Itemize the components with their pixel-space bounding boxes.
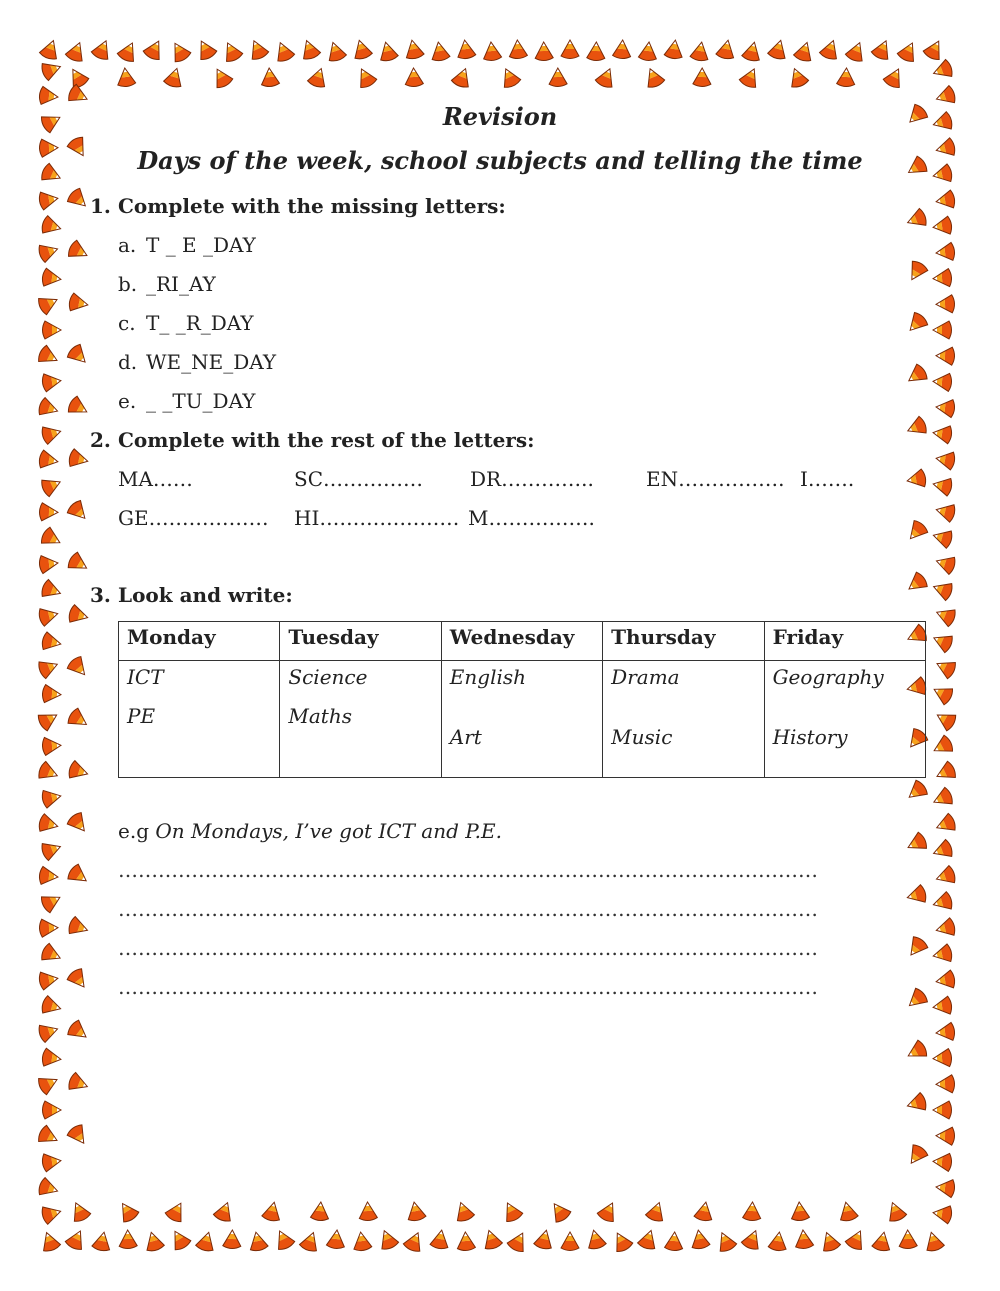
candy-corn-icon	[43, 321, 62, 339]
candy-corn-icon	[767, 38, 789, 61]
subject-cell: Art	[449, 725, 482, 749]
candy-corn-icon	[786, 65, 809, 89]
candy-corn-icon	[904, 208, 928, 231]
candy-corn-icon	[66, 967, 92, 993]
candy-corn-icon	[768, 1231, 788, 1252]
candy-corn-icon	[934, 501, 956, 523]
candy-corn-icon	[39, 554, 59, 574]
word-prompt-ma: MA……	[118, 467, 193, 491]
candy-corn-icon	[451, 65, 474, 89]
candy-corn-icon	[352, 1231, 372, 1252]
q1-item-c	[118, 311, 254, 335]
candy-corn-icon	[299, 1230, 322, 1254]
candy-corn-icon	[223, 1230, 242, 1249]
candy-corn-icon	[837, 68, 856, 87]
candy-corn-icon	[933, 604, 957, 628]
candy-corn-icon	[934, 552, 957, 575]
candy-corn-icon	[220, 39, 244, 64]
candy-corn-icon	[931, 59, 955, 82]
candy-corn-icon	[904, 571, 930, 597]
candy-corn-icon	[935, 1022, 955, 1042]
candy-corn-icon	[904, 1143, 929, 1168]
q1-item-text: WE_NE_DAY	[146, 350, 277, 374]
candy-corn-icon	[40, 1203, 63, 1225]
candy-corn-icon	[90, 37, 114, 61]
candy-corn-icon	[689, 1229, 710, 1250]
candy-corn-icon	[904, 831, 929, 855]
question-3-number: 3.	[90, 583, 111, 607]
candy-corn-icon	[377, 40, 399, 62]
candy-corn-icon	[904, 1039, 929, 1064]
candy-corn-icon	[535, 42, 554, 61]
candy-corn-icon	[37, 1020, 60, 1043]
question-3-prompt: Look and write:	[118, 583, 293, 607]
candy-corn-icon	[933, 1101, 952, 1119]
candy-corn-icon	[40, 215, 63, 237]
candy-corn-icon	[353, 65, 377, 90]
candy-corn-icon	[38, 189, 59, 210]
word-prompt-hi: HI…………………	[294, 506, 460, 530]
candy-corn-icon	[40, 423, 63, 445]
candy-corn-icon	[694, 1200, 715, 1222]
subject-cell: Music	[611, 725, 673, 749]
q1-item-label: e.	[118, 389, 137, 413]
candy-corn-icon	[714, 1229, 738, 1253]
candy-corn-icon	[482, 41, 502, 61]
candy-corn-icon	[36, 1124, 61, 1148]
candy-corn-icon	[882, 65, 906, 90]
candy-corn-icon	[645, 1200, 668, 1223]
word-prompt-sc: SC……………	[294, 467, 424, 491]
candy-corn-icon	[932, 1152, 952, 1171]
subjects-tuesday	[280, 661, 441, 778]
candy-corn-icon	[740, 1227, 764, 1251]
candy-corn-icon	[738, 65, 762, 89]
candy-corn-icon	[67, 1072, 91, 1095]
candy-corn-icon	[933, 760, 958, 784]
candy-corn-icon	[260, 67, 280, 87]
candy-corn-icon	[41, 1152, 62, 1172]
q1-item-e	[118, 389, 255, 413]
word-prompt-m: M…………….	[468, 506, 595, 530]
candy-corn-icon	[261, 1200, 283, 1222]
subjects-wednesday	[441, 661, 602, 778]
candy-corn-icon	[40, 579, 64, 602]
candy-corn-icon	[904, 935, 930, 961]
timetable-header-row	[119, 622, 926, 661]
candy-corn-icon	[41, 1048, 62, 1068]
candy-corn-icon	[932, 996, 953, 1016]
page-title: Revision	[442, 102, 558, 131]
candy-corn-icon	[193, 37, 218, 62]
candy-corn-icon	[40, 995, 63, 1017]
candy-corn-icon	[790, 1201, 810, 1221]
candy-corn-icon	[119, 1230, 138, 1249]
subject-cell: ICT	[127, 665, 164, 689]
candy-corn-icon	[930, 786, 954, 810]
timetable	[118, 621, 926, 778]
candy-corn-icon	[935, 190, 956, 211]
candy-corn-icon	[41, 372, 62, 392]
candy-corn-icon	[844, 1227, 868, 1252]
answer-line-2[interactable]: ……………………………………………………………………………………………	[118, 897, 818, 921]
subject-cell: Geography	[772, 665, 884, 689]
candy-corn-icon	[896, 39, 920, 64]
candy-corn-icon	[936, 295, 955, 314]
candy-corn-icon	[40, 474, 64, 498]
candy-corn-icon	[793, 40, 816, 63]
subject-cell: History	[772, 725, 848, 749]
candy-corn-icon	[561, 1232, 579, 1251]
subjects-monday	[119, 661, 280, 778]
candy-corn-icon	[933, 656, 958, 680]
q1-item-label: b.	[118, 272, 138, 296]
candy-corn-icon	[930, 734, 955, 759]
candy-corn-icon	[143, 1230, 165, 1253]
answer-line-3[interactable]: ……………………………………………………………………………………………	[118, 936, 818, 960]
candy-corn-icon	[116, 39, 140, 64]
candy-corn-icon	[67, 760, 90, 783]
q1-item-text: T_ _R_DAY	[146, 311, 254, 335]
candy-corn-icon	[307, 66, 330, 89]
candy-corn-icon	[66, 395, 91, 420]
q1-item-b	[118, 272, 216, 296]
candy-corn-icon	[42, 736, 62, 755]
candy-corn-icon	[498, 65, 522, 89]
q1-item-text: _RI_AY	[146, 272, 216, 296]
candy-corn-icon	[66, 655, 92, 681]
candy-corn-icon	[37, 656, 61, 680]
question-1-number: 1.	[90, 194, 111, 218]
question-2-prompt: Complete with the rest of the letters:	[118, 428, 535, 452]
candy-corn-icon	[66, 551, 91, 576]
candy-corn-icon	[743, 1202, 762, 1221]
candy-corn-icon	[930, 630, 954, 654]
candy-corn-icon	[66, 1123, 91, 1148]
candy-corn-icon	[837, 1200, 859, 1222]
candy-corn-icon	[923, 1230, 945, 1253]
example-text: On Mondays, I’ve got ICT and P.E.	[155, 819, 502, 843]
candy-corn-icon	[68, 1199, 92, 1223]
candy-corn-icon	[36, 1072, 61, 1096]
candy-corn-icon	[932, 1048, 952, 1067]
candy-corn-icon	[933, 812, 957, 836]
candy-corn-icon	[43, 1101, 62, 1119]
candy-corn-icon	[935, 398, 955, 418]
candy-corn-icon	[936, 1075, 955, 1094]
candy-corn-icon	[870, 37, 894, 61]
timetable-subject-row	[119, 661, 926, 778]
candy-corn-icon	[932, 1204, 953, 1224]
candy-corn-icon	[39, 38, 62, 62]
candy-corn-icon	[358, 1202, 377, 1221]
candy-corn-icon	[884, 1199, 907, 1223]
candy-corn-icon	[272, 1227, 296, 1252]
candy-corn-icon	[741, 40, 763, 62]
question-1-prompt: Complete with the missing letters:	[118, 194, 506, 218]
candy-corn-icon	[91, 1230, 112, 1252]
candy-corn-icon	[456, 39, 476, 60]
candy-corn-icon	[935, 970, 956, 991]
candy-corn-icon	[41, 787, 63, 808]
q1-item-label: a.	[118, 233, 137, 257]
candy-corn-icon	[638, 41, 658, 61]
candy-corn-icon	[42, 684, 62, 703]
subjects-friday	[764, 661, 925, 778]
candy-corn-icon	[637, 1228, 660, 1251]
candy-corn-icon	[642, 65, 666, 89]
candy-corn-icon	[39, 889, 64, 914]
q1-item-label: d.	[118, 350, 138, 374]
candy-corn-icon	[899, 1230, 918, 1249]
candy-corn-icon	[819, 38, 842, 62]
candy-corn-icon	[904, 987, 930, 1013]
candy-corn-icon	[596, 1199, 620, 1224]
subject-cell: Science	[288, 665, 368, 689]
question-1-heading	[90, 194, 506, 218]
candy-corn-icon	[844, 39, 868, 63]
candy-corn-icon	[818, 1230, 841, 1254]
candy-corn-icon	[68, 448, 90, 470]
day-header-friday: Friday	[764, 622, 925, 661]
candy-corn-icon	[116, 67, 136, 88]
candy-corn-icon	[932, 372, 952, 391]
candy-corn-icon	[40, 942, 64, 966]
candy-corn-icon	[41, 631, 63, 652]
subjects-thursday	[603, 661, 764, 778]
candy-corn-icon	[547, 1199, 572, 1224]
candy-corn-icon	[36, 707, 61, 732]
question-3-heading	[90, 583, 293, 607]
candy-corn-icon	[39, 526, 64, 551]
page-subtitle: Days of the week, school subjects and telling the time	[137, 146, 863, 175]
candy-corn-icon	[609, 1229, 634, 1254]
word-prompt-en: EN…………….	[646, 467, 785, 491]
candy-corn-icon	[195, 1230, 217, 1253]
candy-corn-icon	[904, 519, 930, 545]
candy-corn-icon	[37, 397, 60, 420]
candy-corn-icon	[931, 839, 955, 862]
candy-corn-icon	[38, 605, 60, 627]
q1-item-d	[118, 350, 276, 374]
word-prompt-i: I…….	[800, 467, 855, 491]
candy-corn-icon	[64, 39, 88, 63]
candy-corn-icon	[931, 578, 955, 601]
candy-corn-icon	[934, 865, 957, 888]
q1-item-text: _ _TU_DAY	[146, 389, 256, 413]
candy-corn-icon	[905, 884, 928, 906]
word-prompt-dr: DR…………..	[470, 467, 594, 491]
candy-corn-icon	[934, 917, 956, 939]
candy-corn-icon	[931, 527, 954, 549]
candy-corn-icon	[904, 779, 930, 805]
candy-corn-icon	[480, 1228, 503, 1251]
candy-corn-icon	[456, 1231, 475, 1251]
candy-corn-icon	[324, 40, 347, 63]
candy-corn-icon	[40, 838, 64, 861]
candy-corn-icon	[430, 1229, 451, 1250]
candy-corn-icon	[936, 1127, 955, 1146]
candy-corn-icon	[351, 38, 373, 61]
candy-corn-icon	[38, 1230, 61, 1254]
candy-corn-icon	[932, 216, 953, 236]
candy-corn-icon	[167, 39, 192, 64]
candy-corn-icon	[932, 424, 953, 444]
q1-item-text: T _ E _DAY	[146, 233, 256, 257]
question-2-number: 2.	[90, 428, 111, 452]
candy-corn-icon	[402, 1229, 426, 1253]
candy-corn-icon	[66, 187, 92, 213]
candy-corn-icon	[932, 268, 952, 287]
candy-corn-icon	[931, 943, 953, 964]
candy-corn-icon	[931, 475, 953, 496]
candy-corn-icon	[904, 415, 928, 439]
word-prompt-ge: GE………………	[118, 506, 269, 530]
day-header-thursday: Thursday	[603, 622, 764, 661]
candy-corn-icon	[904, 259, 929, 284]
candy-corn-icon	[37, 1177, 60, 1200]
candy-corn-icon	[933, 707, 958, 732]
candy-corn-icon	[871, 1230, 892, 1252]
candy-corn-icon	[561, 40, 579, 59]
candy-corn-icon	[904, 363, 929, 388]
candy-corn-icon	[68, 293, 90, 314]
candy-corn-icon	[247, 1230, 268, 1252]
candy-corn-icon	[715, 38, 736, 60]
candy-corn-icon	[37, 760, 61, 784]
candy-corn-icon	[904, 311, 930, 337]
candy-corn-icon	[664, 39, 684, 60]
candy-corn-icon	[38, 450, 59, 471]
candy-corn-icon	[933, 321, 952, 339]
candy-corn-icon	[376, 1227, 400, 1251]
subject-cell: Drama	[611, 665, 680, 689]
candy-corn-icon	[403, 38, 424, 60]
answer-line-4[interactable]: ……………………………………………………………………………………………	[118, 975, 818, 999]
candy-corn-icon	[38, 813, 60, 835]
candy-corn-icon	[39, 919, 58, 938]
candy-corn-icon	[209, 65, 234, 90]
q1-item-label: c.	[118, 311, 136, 335]
candy-corn-icon	[587, 42, 606, 61]
candy-corn-icon	[272, 39, 296, 63]
candy-corn-icon	[66, 499, 92, 525]
candy-corn-icon	[612, 39, 631, 59]
subject-cell: PE	[127, 704, 156, 728]
day-header-tuesday: Tuesday	[280, 622, 441, 661]
candy-corn-icon	[39, 866, 59, 886]
candy-corn-icon	[213, 1199, 236, 1223]
candy-corn-icon	[41, 268, 62, 288]
example-sentence	[118, 819, 502, 843]
candy-corn-icon	[40, 58, 64, 81]
subject-cell: English	[449, 665, 527, 689]
candy-corn-icon	[794, 1229, 814, 1249]
candy-corn-icon	[39, 503, 58, 522]
candy-corn-icon	[935, 449, 956, 470]
candy-corn-icon	[936, 347, 955, 366]
candy-corn-icon	[66, 863, 91, 888]
candy-corn-icon	[66, 707, 91, 732]
candy-corn-icon	[931, 891, 954, 913]
candy-corn-icon	[935, 242, 955, 262]
question-2-heading	[90, 428, 534, 452]
candy-corn-icon	[115, 1199, 140, 1224]
candy-corn-icon	[66, 1019, 92, 1045]
answer-line-1[interactable]: ……………………………………………………………………………………………	[118, 858, 818, 882]
candy-corn-icon	[693, 68, 711, 87]
candy-corn-icon	[36, 344, 61, 368]
candy-corn-icon	[549, 68, 567, 87]
candy-corn-icon	[37, 240, 60, 263]
candy-corn-icon	[664, 1231, 683, 1251]
candy-corn-icon	[164, 1199, 189, 1224]
candy-corn-icon	[66, 811, 92, 837]
candy-corn-icon	[429, 41, 450, 62]
candy-corn-icon	[67, 604, 90, 626]
subject-cell: Maths	[288, 704, 352, 728]
candy-corn-icon	[298, 38, 321, 62]
candy-corn-icon	[508, 39, 527, 59]
candy-corn-icon	[506, 1229, 531, 1254]
candy-corn-icon	[66, 343, 92, 369]
day-header-wednesday: Wednesday	[441, 622, 602, 661]
candy-corn-icon	[922, 37, 947, 62]
candy-corn-icon	[935, 1178, 955, 1198]
candy-corn-icon	[163, 66, 186, 89]
candy-corn-icon	[246, 37, 270, 61]
candy-corn-icon	[905, 469, 927, 490]
candy-corn-icon	[310, 1201, 330, 1221]
day-header-monday: Monday	[119, 622, 280, 661]
candy-corn-icon	[452, 1200, 475, 1223]
candy-corn-icon	[930, 681, 955, 706]
candy-corn-icon	[905, 1092, 928, 1115]
q1-item-a	[118, 233, 256, 257]
candy-corn-icon	[405, 1200, 426, 1222]
candy-corn-icon	[36, 292, 61, 316]
candy-corn-icon	[404, 68, 423, 87]
candy-corn-icon	[585, 1228, 607, 1250]
candy-corn-icon	[142, 37, 167, 62]
candy-corn-icon	[66, 239, 91, 263]
example-prefix: e.g	[118, 819, 149, 843]
candy-corn-icon	[38, 969, 59, 990]
candy-corn-icon	[499, 1199, 523, 1224]
candy-corn-icon	[64, 1227, 88, 1252]
candy-corn-icon	[594, 65, 618, 89]
candy-corn-icon	[326, 1229, 346, 1249]
candy-corn-icon	[690, 41, 711, 62]
candy-corn-icon	[533, 1228, 555, 1250]
candy-corn-icon	[67, 916, 90, 939]
candy-corn-icon	[167, 1227, 192, 1252]
